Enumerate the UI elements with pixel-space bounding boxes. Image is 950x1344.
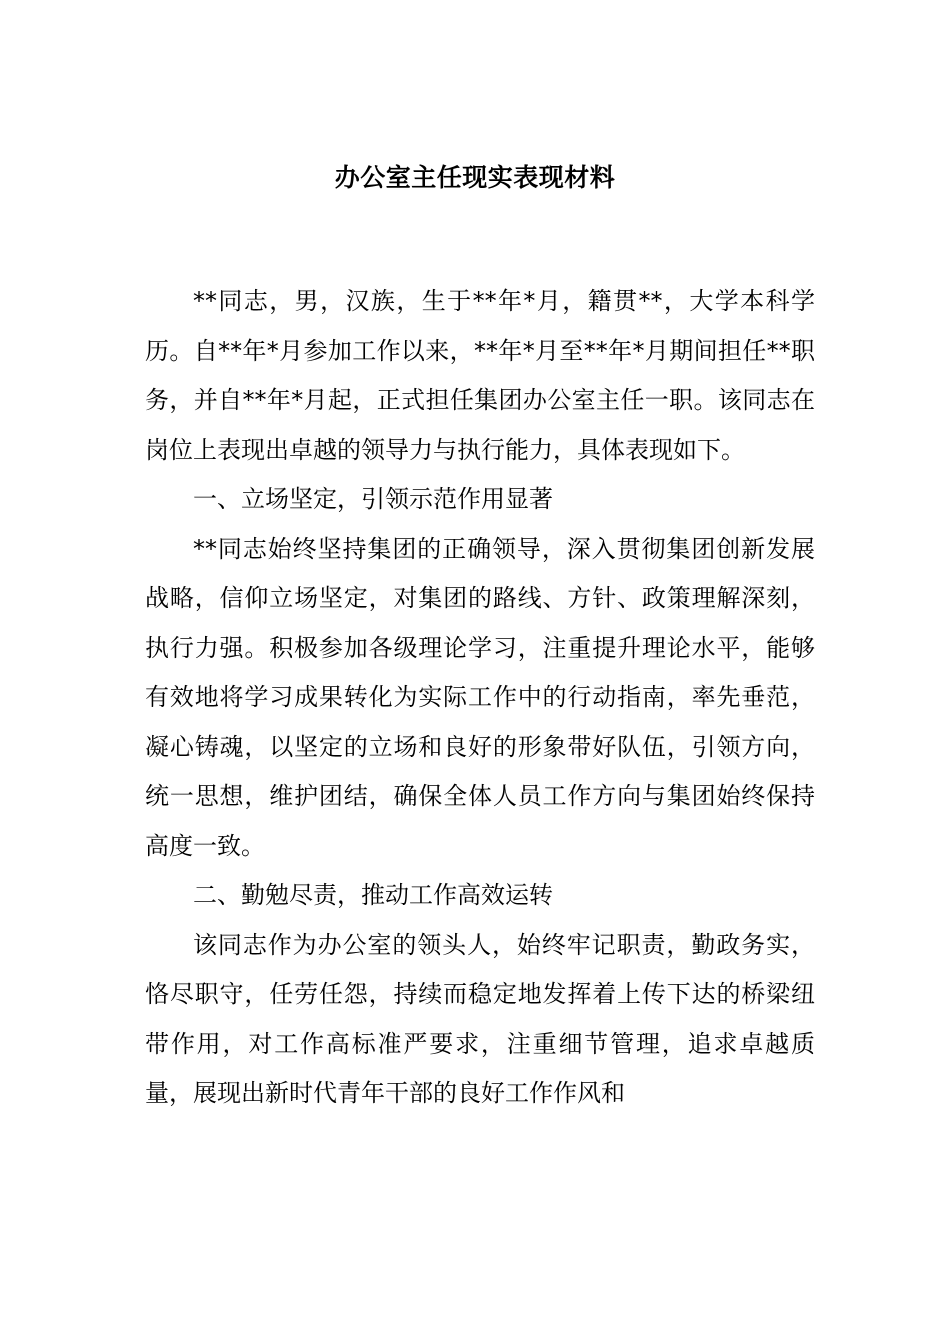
section-heading-1: 一、立场坚定，引领示范作用显著 [193,485,553,513]
document-title: 办公室主任现实表现材料 [334,163,616,192]
paragraph-section-2: 该同志作为办公室的领头人，始终牢记职责，勤政务实，恪尽职守，任劳任怨，持续而稳定地发挥着上传下达的桥梁纽带作用，对工作高标准严要求，注重细节管理，追求卓越质量，展现出新时代青年干部的良好工作作风和 [145,930,815,1107]
document-body [145,277,815,1119]
paragraph-intro: **同志，男，汉族，生于**年*月，籍贯**，大学本科学历。自**年*月参加工作以来，**年*月至**年*月期间担任**职务，并自**年*月起，正式担任集团办公室主任一职。该同志在岗位上表现出卓越的领导力与执行能力，具体表现如下。 [145,287,815,464]
paragraph-section-1: **同志始终坚持集团的正确领导，深入贯彻集团创新发展战略，信仰立场坚定，对集团的路线、方针、政策理解深刻，执行力强。积极参加各级理论学习，注重提升理论水平，能够有效地将学习成果转化为实际工作中的行动指南，率先垂范，凝心铸魂，以坚定的立场和良好的形象带好队伍，引领方向，统一思想，维护团结，确保全体人员工作方向与集团始终保持高度一致。 [145,534,815,860]
section-heading-2: 二、勤勉尽责，推动工作高效运转 [193,881,553,909]
